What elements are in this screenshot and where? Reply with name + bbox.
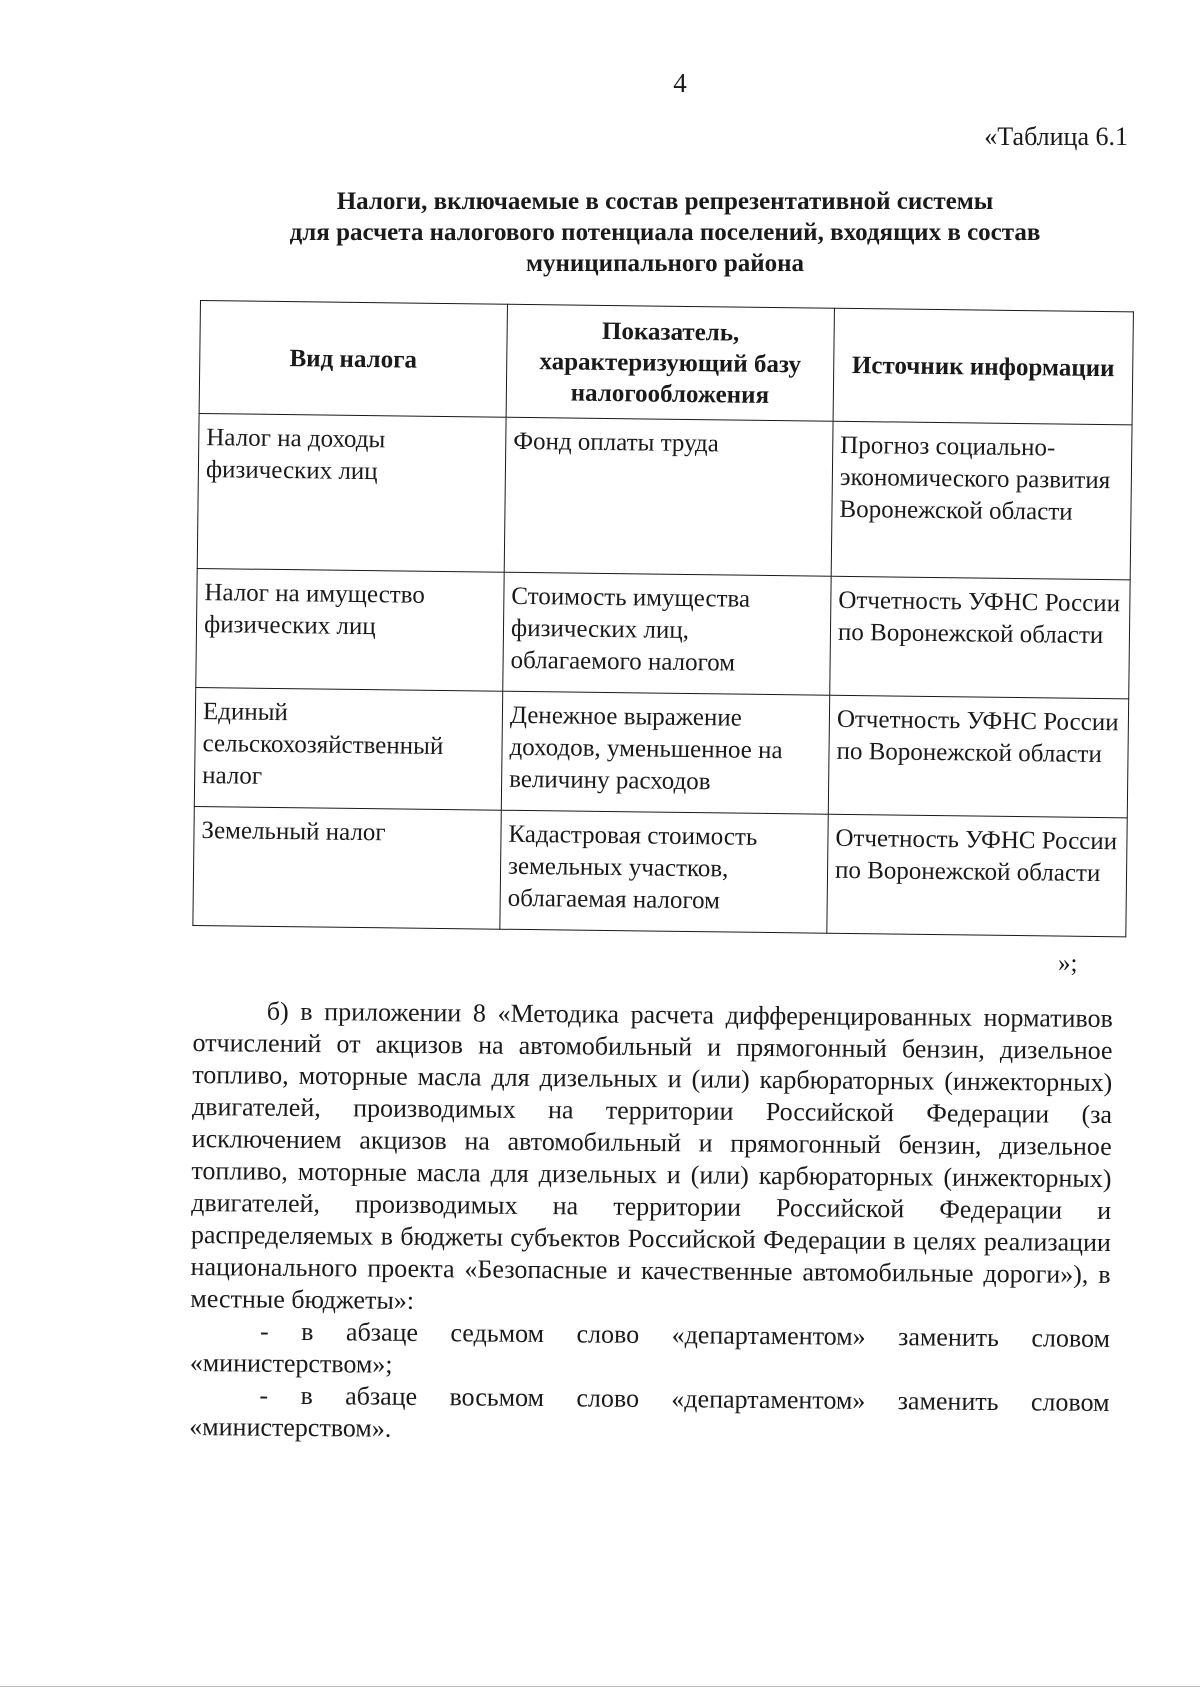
header-info-source: Источник информации [833,308,1133,425]
table-close-quote: »; [1058,950,1078,977]
cell-tax-type: Налог на доходы физических лиц [197,413,506,572]
title-line: для расчета налогового потенциала поселений, входящих в состав [289,219,1041,246]
table-label: «Таблица 6.1 [984,122,1128,151]
table-header-row [199,301,1133,425]
header-tax-type: Вид налога [199,301,507,418]
amendment-item: - в абзаце восьмом слово «департаментом» заменить словом «министерством». [189,1380,1110,1443]
amendment-item: - в абзаце седьмом слово «департаментом» заменить словом «министерством»; [189,1316,1111,1379]
table-row [193,806,1127,936]
cell-info-source: Отчетность УФНС России по Воронежской области [827,814,1127,937]
header-tax-base: Показатель, характеризующий базу налогообложения [506,304,834,421]
cell-tax-base: Кадастровая стоимость земельных участков, облагаемая налогом [500,810,828,933]
amendment-text [189,995,1113,1451]
cell-info-source: Отчетность УФНС России по Воронежской области [828,695,1128,818]
cell-tax-base: Денежное выражение доходов, уменьшенное на величину расходов [501,691,829,814]
scan-edge-line [0,1686,1200,1687]
cell-tax-type: Земельный налог [193,806,501,929]
cell-info-source: Отчетность УФНС России по Воронежской области [830,576,1130,699]
cell-tax-base: Стоимость имущества физических лиц, облагаемого налогом [503,572,831,695]
cell-tax-type: Налог на имущество физических лиц [196,568,504,691]
cell-info-source: Прогноз социально-экономического развития Воронежской области [831,421,1132,580]
amendment-paragraph: б) в приложении 8 «Методика расчета дифференцированных нормативов отчислений от акцизов на автомобильный и прямогонный бензин, дизельное топливо, моторные масла для дизельных и (или) карбюраторных (инжекторных) двигателей, производимых на территории Российской Федерации (за исключением акцизов на автомобильный и прямогонный бензин, дизельное топливо, моторные масла для дизельных и (или) карбюраторных (инжекторных) двигателей, производимых на территории Российской Федерации и распределяемых в бюджеты субъектов Российской Федерации в целях реализации национального проекта «Безопасные и качественные автомобильные дороги»), в местные бюджеты»: [190,996,1113,1315]
tax-table [192,300,1134,937]
document-title [230,186,1100,279]
table-row [194,687,1128,817]
table-row [197,413,1132,579]
cell-tax-base: Фонд оплаты труда [504,417,833,576]
cell-tax-type: Единый сельскохозяйственный налог [194,687,502,810]
title-line: Налоги, включаемые в состав репрезентативной системы [336,188,994,215]
page-number: 4 [673,68,687,98]
title-line: муниципального района [525,250,805,277]
table-row [196,568,1130,698]
